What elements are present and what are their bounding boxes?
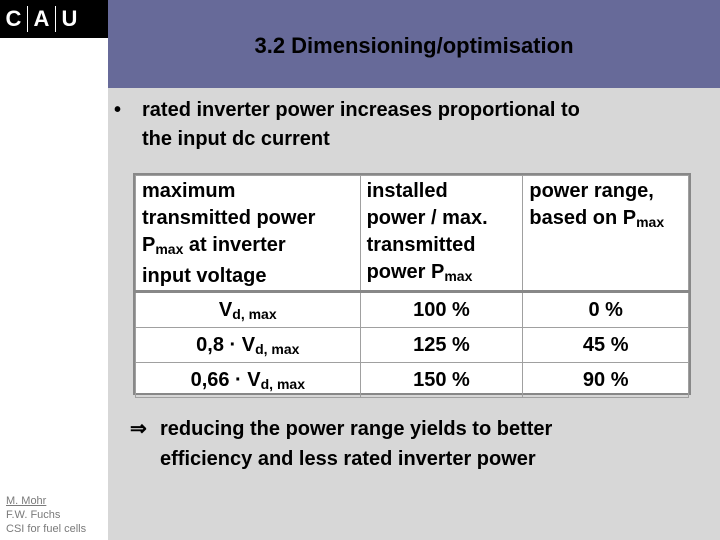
table-row xyxy=(136,292,689,328)
bullet-line-2: the input dc current xyxy=(142,128,330,150)
university-logo xyxy=(0,0,108,38)
voltage-cell: $V_{d, max}$ xyxy=(136,292,361,328)
range-cell: 45 % xyxy=(523,328,689,363)
bullet-icon: • xyxy=(114,99,122,121)
conclusion xyxy=(130,414,700,474)
voltage-cell: $0,8 \cdot V_{d, max}$ xyxy=(136,328,361,363)
header-cell-max-power: maximum transmitted power $P_{max}$ at inverter input voltage xyxy=(136,176,361,292)
bullet-line-1: rated inverter power increases proportional to xyxy=(142,99,580,121)
conclusion-text xyxy=(130,414,700,474)
installed-cell: 125 % xyxy=(360,328,523,363)
footer-author-1[interactable]: M. Mohr xyxy=(6,495,47,507)
logo-letter-a: A xyxy=(33,6,50,31)
footer xyxy=(6,494,86,536)
table-row xyxy=(136,328,689,363)
sidebar xyxy=(0,0,108,540)
header-cell-power-range: power range, based on $P_{max}$ xyxy=(523,176,689,292)
conclusion-line-1: reducing the power range yields to better xyxy=(160,418,553,440)
implies-arrow-icon: ⇒ xyxy=(130,418,147,440)
range-cell: 90 % xyxy=(523,363,689,398)
comparison-table xyxy=(133,173,691,395)
conclusion-line-2: efficiency and less rated inverter power xyxy=(160,448,536,470)
slide-title: 3.2 Dimensioning/optimisation xyxy=(254,33,574,58)
range-cell: 0 % xyxy=(523,292,689,328)
logo-letter-u: U xyxy=(61,6,78,31)
footer-course: CSI for fuel cells xyxy=(6,523,87,535)
logo-letter-c: C xyxy=(5,6,22,31)
installed-cell: 150 % xyxy=(360,363,523,398)
voltage-cell: $0,66 \cdot V_{d, max}$ xyxy=(136,363,361,398)
header-cell-installed-power: installed power / max. transmitted power $P_{max}$ xyxy=(360,176,523,292)
table-row xyxy=(136,363,689,398)
installed-cell: 100 % xyxy=(360,292,523,328)
bullet-text xyxy=(114,96,704,154)
bullet-point xyxy=(114,96,704,154)
footer-author-2: F.W. Fuchs xyxy=(6,509,61,521)
table-header-row xyxy=(136,176,689,292)
